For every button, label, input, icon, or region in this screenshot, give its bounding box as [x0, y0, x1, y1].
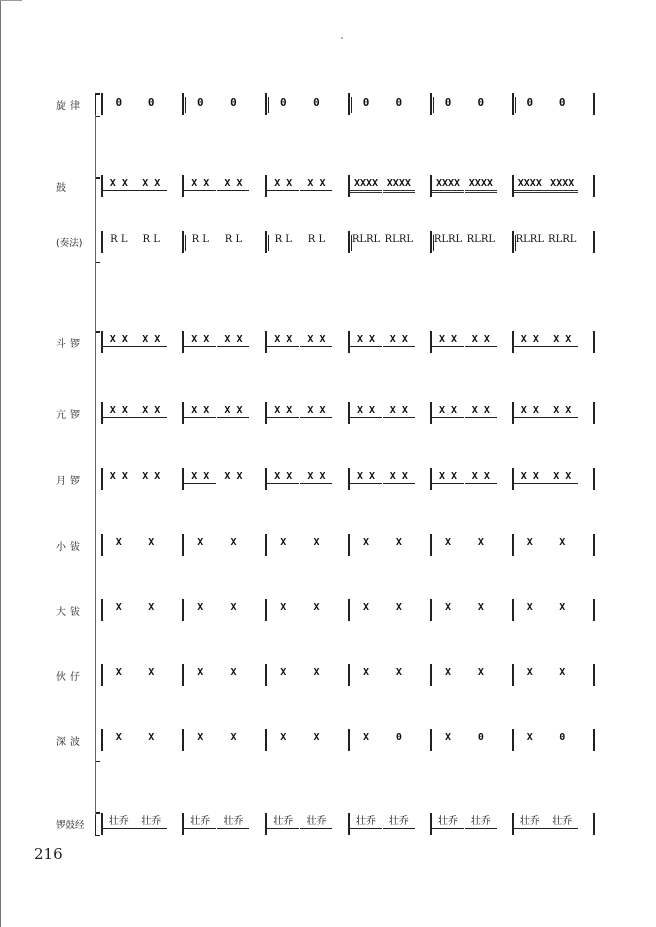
beat-dou-luo: X X [103, 334, 135, 347]
beat-da-bo: X [559, 602, 566, 613]
beat-hui-zai: X [115, 667, 122, 678]
beat-drum: XXXX [465, 178, 497, 193]
barline [593, 175, 595, 197]
beat-drum-technique: R L [110, 234, 128, 245]
beat-shen-bo: X [197, 732, 204, 743]
beat-kang-luo: X X [135, 405, 167, 418]
beat-da-bo: X [445, 602, 452, 613]
beat-melody: 0 [395, 95, 403, 109]
beat-xiao-bo: X [280, 537, 287, 548]
beat-dou-luo: X X [514, 334, 546, 347]
beat-da-bo: X [197, 602, 204, 613]
beat-drum-technique: R L [142, 234, 160, 245]
beat-melody: 0 [313, 95, 320, 109]
beat-drum-technique: RLRL [384, 234, 413, 245]
beat-drum: X X [135, 178, 167, 191]
instrument-label-drum: 鼓 [56, 183, 70, 194]
beat-da-bo: X [115, 602, 122, 613]
instrument-label-kang-luo: 亢锣 [56, 410, 84, 421]
beat-hui-zai: X [559, 667, 566, 678]
beat-dou-luo: X X [383, 334, 415, 347]
beat-yue-luo: X X [383, 471, 415, 484]
beat-luogu-jing: 壮乔 [465, 816, 497, 829]
beat-dou-luo: X X [432, 334, 464, 347]
beat-yue-luo: X X [142, 471, 161, 482]
beat-hui-zai: X [197, 667, 204, 678]
beat-melody: 0 [147, 95, 155, 109]
beat-drum: X X [184, 178, 216, 191]
beat-hui-zai: X [477, 667, 484, 678]
page-edge-top [0, 0, 22, 1]
instrument-label-yue-luo: 月锣 [56, 476, 84, 487]
barline [593, 468, 595, 490]
beat-kang-luo: X X [350, 405, 382, 418]
beat-xiao-bo: X [445, 537, 452, 548]
barline [593, 231, 595, 253]
beat-drum: X X [217, 178, 249, 191]
instrument-label-xiao-bo: 小钹 [56, 542, 84, 553]
beat-drum: XXXX [350, 178, 382, 193]
beat-yue-luo: X X [224, 471, 243, 482]
beat-shen-bo: X [363, 732, 370, 743]
beat-xiao-bo: X [395, 537, 402, 548]
beat-hui-zai: X [230, 667, 237, 678]
beat-xiao-bo: X [313, 537, 320, 548]
beat-drum-technique: R L [274, 234, 292, 245]
beat-yue-luo: X X [350, 471, 382, 484]
beat-xiao-bo: X [363, 537, 370, 548]
beat-melody: 0 [115, 95, 123, 109]
beat-drum-technique: RLRL [548, 234, 577, 245]
beat-yue-luo: X X [267, 471, 299, 484]
beat-da-bo: X [363, 602, 370, 613]
beat-yue-luo: X X [432, 471, 464, 484]
beat-melody: 0 [477, 95, 485, 109]
print-speck [341, 37, 343, 39]
barline [593, 813, 595, 835]
beat-hui-zai: X [313, 667, 320, 678]
instrument-label-dou-luo: 斗锣 [56, 339, 84, 350]
beat-xiao-bo: X [197, 537, 204, 548]
beat-dou-luo: X X [300, 334, 332, 347]
beat-drum: X X [267, 178, 299, 191]
beat-drum-technique: R L [224, 234, 243, 245]
beat-yue-luo: X X [465, 471, 497, 484]
beat-yue-luo: X X [546, 471, 578, 484]
beat-xiao-bo: X [559, 537, 566, 548]
barline [593, 93, 595, 115]
beat-yue-luo: X X [300, 471, 332, 484]
beat-luogu-jing: 壮乔 [514, 816, 546, 829]
beat-luogu-jing: 壮乔 [300, 816, 332, 829]
beat-hui-zai: X [148, 667, 155, 678]
beat-drum-technique: R L [307, 234, 326, 245]
beat-luogu-jing: 壮乔 [350, 816, 382, 829]
beat-xiao-bo: X [230, 537, 237, 548]
beat-shen-bo: 0 [477, 732, 484, 743]
beat-shen-bo: X [313, 732, 320, 743]
beat-hui-zai: X [445, 667, 452, 678]
beat-dou-luo: X X [546, 334, 578, 347]
beat-melody: 0 [279, 95, 287, 109]
beat-luogu-jing: 壮乔 [383, 816, 415, 829]
beat-melody: 0 [230, 95, 237, 109]
beat-shen-bo: X [445, 732, 452, 743]
beat-kang-luo: X X [217, 405, 249, 418]
barline [593, 664, 595, 686]
beat-xiao-bo: X [477, 537, 484, 548]
beat-hui-zai: X [363, 667, 370, 678]
beat-kang-luo: X X [300, 405, 332, 418]
beat-luogu-jing: 壮乔 [103, 816, 135, 829]
beat-shen-bo: X [526, 732, 533, 743]
beat-kang-luo: X X [383, 405, 415, 418]
beat-kang-luo: X X [514, 405, 546, 418]
beat-melody: 0 [444, 95, 452, 109]
beat-kang-luo: X X [465, 405, 497, 418]
beat-shen-bo: X [280, 732, 287, 743]
instrument-label-drum-technique: (奏法) [56, 238, 83, 249]
beat-drum-technique: RLRL [466, 234, 495, 245]
beat-drum: X X [103, 178, 135, 191]
instrument-label-shen-bo: 深波 [56, 737, 84, 748]
beat-yue-luo: X X [184, 471, 216, 484]
beat-drum: XXXX [383, 178, 415, 193]
beat-xiao-bo: X [115, 537, 122, 548]
beat-dou-luo: X X [217, 334, 249, 347]
beat-kang-luo: X X [103, 405, 135, 418]
instrument-label-hui-zai: 伙仔 [56, 672, 84, 683]
beat-da-bo: X [148, 602, 155, 613]
beat-melody: 0 [362, 95, 370, 109]
beat-kang-luo: X X [546, 405, 578, 418]
beat-xiao-bo: X [526, 537, 533, 548]
beat-melody: 0 [196, 95, 204, 109]
beat-shen-bo: X [148, 732, 155, 743]
beat-hui-zai: X [526, 667, 533, 678]
beat-drum: XXXX [432, 178, 464, 193]
instrument-label-luogu-jing: 锣鼓经 [56, 820, 85, 831]
beat-dou-luo: X X [465, 334, 497, 347]
barline [593, 402, 595, 424]
beat-shen-bo: 0 [395, 732, 402, 743]
barline [593, 599, 595, 621]
beat-da-bo: X [280, 602, 287, 613]
instrument-label-melody: 旋律 [56, 101, 84, 112]
beat-da-bo: X [395, 602, 402, 613]
beat-shen-bo: X [115, 732, 122, 743]
beat-yue-luo: X X [514, 471, 546, 484]
beat-drum: X X [300, 178, 332, 191]
beat-kang-luo: X X [267, 405, 299, 418]
beat-luogu-jing: 壮乔 [267, 816, 299, 829]
beat-drum: XXXX [514, 178, 546, 193]
beat-shen-bo: 0 [559, 732, 566, 743]
beat-luogu-jing: 壮乔 [135, 816, 167, 829]
beat-dou-luo: X X [267, 334, 299, 347]
beat-xiao-bo: X [148, 537, 155, 548]
beat-hui-zai: X [280, 667, 287, 678]
beat-kang-luo: X X [432, 405, 464, 418]
beat-da-bo: X [477, 602, 484, 613]
beat-dou-luo: X X [350, 334, 382, 347]
beat-drum-technique: RLRL [515, 234, 544, 245]
beat-kang-luo: X X [184, 405, 216, 418]
beat-dou-luo: X X [135, 334, 167, 347]
barline [593, 534, 595, 556]
beat-da-bo: X [313, 602, 320, 613]
beat-luogu-jing: 壮乔 [546, 816, 578, 829]
beat-luogu-jing: 壮乔 [432, 816, 464, 829]
beat-luogu-jing: 壮乔 [217, 816, 249, 829]
beat-yue-luo: X X [109, 471, 128, 482]
beat-shen-bo: X [230, 732, 237, 743]
beat-melody: 0 [558, 95, 566, 109]
beat-drum-technique: R L [191, 234, 209, 245]
beat-drum: XXXX [546, 178, 578, 193]
beat-da-bo: X [230, 602, 237, 613]
page-number: 216 [34, 845, 63, 863]
beat-dou-luo: X X [184, 334, 216, 347]
score-spine [95, 115, 96, 815]
instrument-label-da-bo: 大钹 [56, 607, 84, 618]
beat-drum-technique: RLRL [351, 234, 381, 245]
barline [593, 729, 595, 751]
beat-da-bo: X [526, 602, 533, 613]
beat-drum-technique: RLRL [433, 234, 463, 245]
beat-melody: 0 [526, 95, 534, 109]
page-edge-left [0, 0, 1, 927]
beat-hui-zai: X [395, 667, 402, 678]
barline [593, 331, 595, 353]
beat-luogu-jing: 壮乔 [184, 816, 216, 829]
